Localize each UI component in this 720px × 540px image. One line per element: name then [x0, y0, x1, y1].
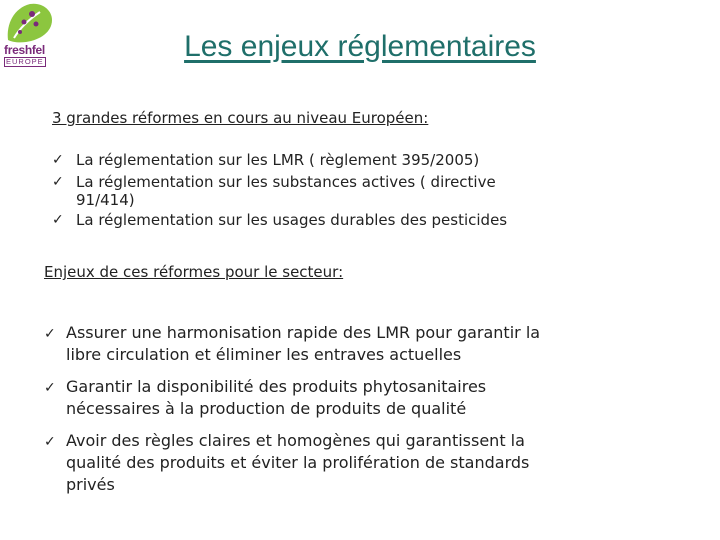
reform-line: La réglementation sur les usages durables des pesticides [76, 211, 508, 229]
stake-line: Garantir la disponibilité des produits phytosanitaires [66, 377, 487, 396]
logo-name: freshfel [4, 43, 45, 57]
stake-line: privés [66, 475, 115, 494]
check-icon: ✓ [52, 152, 64, 168]
check-icon: ✓ [44, 434, 56, 450]
intro-text: 3 grandes réformes en cours au niveau Européen: [52, 109, 429, 127]
check-icon: ✓ [44, 380, 56, 396]
reform-line: 91/414) [76, 191, 135, 209]
reform-line: La réglementation sur les substances actives ( directive [76, 173, 496, 191]
stake-line: nécessaires à la production de produits de qualité [66, 399, 467, 418]
check-icon: ✓ [52, 212, 64, 228]
stake-line: Assurer une harmonisation rapide des LMR pour garantir la [66, 323, 541, 342]
page-title-text: Les enjeux réglementaires [184, 30, 536, 63]
check-icon: ✓ [52, 174, 64, 190]
stake-line: qualité des produits et éviter la prolifération de standards [66, 453, 530, 472]
reform-line: La réglementation sur les LMR ( règlement 395/2005) [76, 151, 480, 169]
stakes-heading: Enjeux de ces réformes pour le secteur: [44, 263, 344, 281]
stake-line: Avoir des règles claires et homogènes qui garantissent la [66, 431, 525, 450]
page-title [0, 30, 720, 64]
check-icon: ✓ [44, 326, 56, 342]
logo-sub: EUROPE [6, 57, 44, 66]
stake-line: libre circulation et éliminer les entraves actuelles [66, 345, 462, 364]
